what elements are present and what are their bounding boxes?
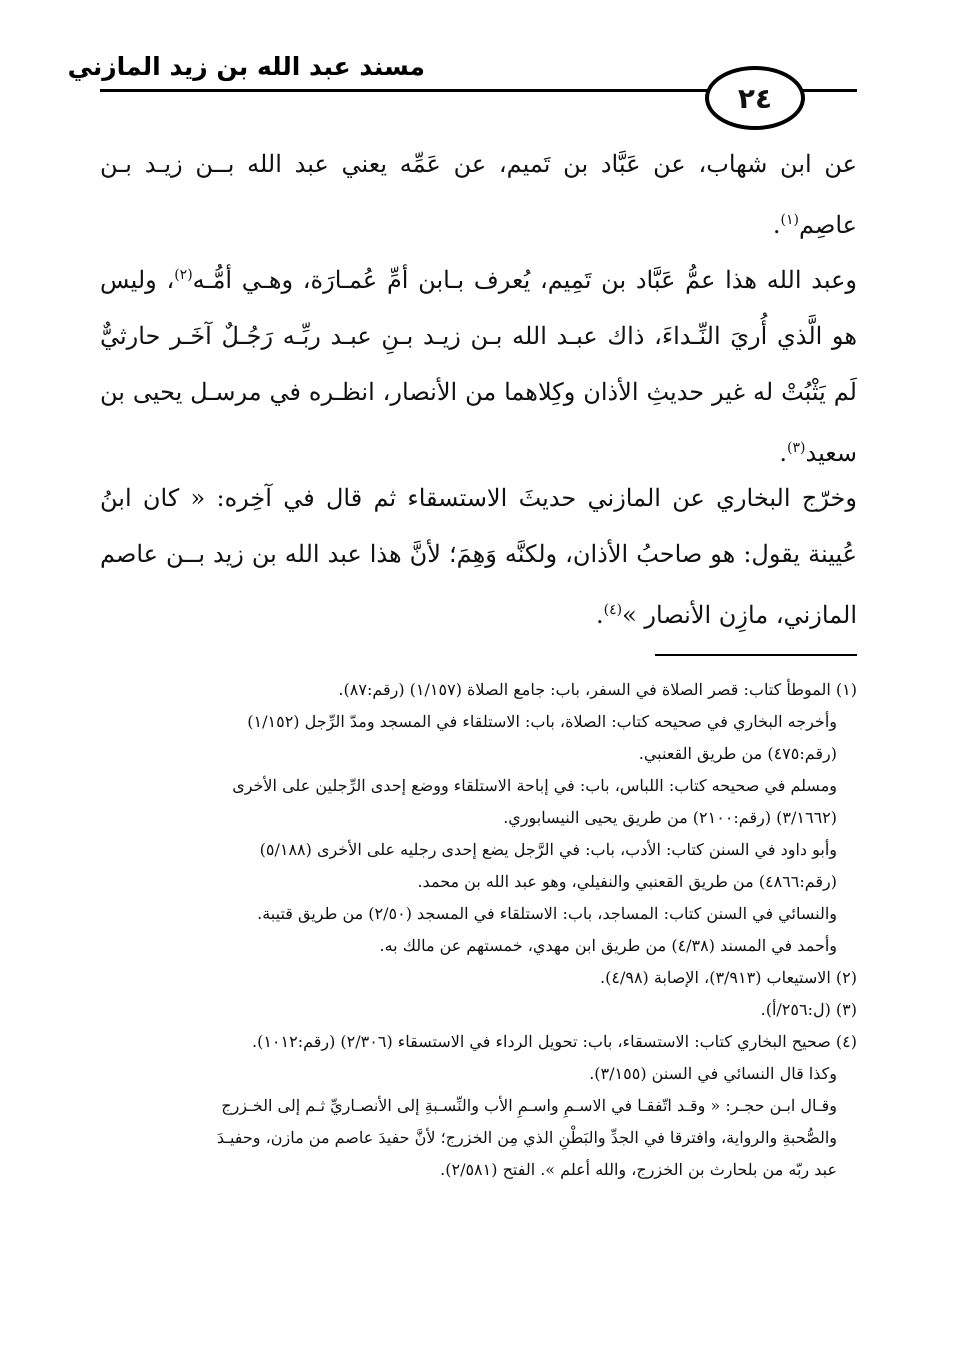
footnote-ref-2: (٢) bbox=[174, 267, 193, 283]
footnote-line: وأخرجه البخاري في صحيحه كتاب: الصلاة، باب: الاستلقاء في المسجد ومدّ الرِّجل (١/١٥٢) bbox=[247, 712, 837, 731]
footnote-line: (٤) صحيح البخاري كتاب: الاستسقاء، باب: تحويل الرداء في الاستسقاء (٢/٣٠٦) (رقم:١٠١٢). bbox=[251, 1032, 857, 1051]
paragraph-2-continued: ، وليس هو الَّذي أُريَ النِّـداءَ، ذاك عبـد الله بـن زيـد بـنِ عبـد ربِّـه رَجُـلٌ آخَـر حارثيٌّ لَم يَثْبُتْ له غير حديثِ الأذان وكِلاهما من الأنصار، انظـره في مرسـل يحيى بن سعيد bbox=[100, 266, 857, 467]
paragraph-2 bbox=[100, 247, 857, 481]
running-header-title: مسند عبد الله بن زيد المازني bbox=[67, 52, 425, 81]
paragraph-2-text: وعبد الله هذا عمُّ عَبَّاد بن تَمِيم، يُعرف بـابن أمِّ عُمـارَة، وهـي أمُّـه bbox=[192, 266, 857, 294]
footnote-ref-1: (١) bbox=[780, 212, 800, 228]
footnote-line: (٢) الاستيعاب (٣/٩١٣)، الإصابة (٤/٩٨). bbox=[600, 968, 857, 987]
footnote-line: (رقم:٤٧٥) من طريق القعنبي. bbox=[638, 744, 837, 763]
footnote-ref-3: (٣) bbox=[787, 440, 806, 456]
paragraph-3-end: . bbox=[596, 601, 604, 629]
footnote-separator bbox=[655, 654, 857, 656]
footnote-line: وقـال ابـن حجـر: « وقـد اتّفقـا في الاسـمِ واسـمِ الأب والنِّسـبةِ إلى الأنصـاريِّ ثـم إلى الخـزرج bbox=[221, 1096, 837, 1115]
footnote-line: ومسلم في صحيحه كتاب: اللباس، باب: في إباحة الاستلقاء ووضع إحدى الرِّجلين على الأخرى bbox=[232, 776, 837, 795]
footnote-line: والصُّحبةِ والرواية، وافترقا في الجدِّ والبَطْنِ الذي مِن الخزرج؛ لأنَّ حفيدَ عاصم من مازن، وحفيـدَ bbox=[216, 1128, 837, 1147]
paragraph-2-end: . bbox=[779, 439, 787, 467]
footnote-line: (٣/١٦٦٢) (رقم:٢١٠٠) من طريق يحيى النيسابوري. bbox=[503, 808, 837, 827]
footnote-line: (١) الموطأ كتاب: قصر الصلاة في السفر، باب: جامع الصلاة (١/١٥٧) (رقم:٨٧). bbox=[338, 680, 857, 699]
footnote-ref-4: (٤) bbox=[603, 602, 623, 618]
paragraph-1-text: عن ابن شهاب، عن عَبَّاد بن تَميم، عن عَمِّه يعني عبد الله بــن زيـد بـن عاصِم bbox=[100, 150, 857, 239]
paragraph-3-text: وخرّج البخاري عن المازني حديثَ الاستسقاء ثم قال في آخِره: « كان ابنُ عُيينة يقول: هو صاحبُ الأذان، ولكنَّه وَهِمَ؛ لأنَّ هذا عبد الله بن زيد بــن عاصم المازني، مازِن الأنصار » bbox=[100, 484, 857, 629]
footnote-line: والنسائي في السنن كتاب: المساجد، باب: الاستلقاء في المسجد (٢/٥٠) من طريق قتيبة. bbox=[257, 904, 837, 923]
paragraph-1-end: . bbox=[772, 211, 781, 239]
paragraph-3 bbox=[100, 470, 857, 643]
page-number: ٢٤ bbox=[737, 81, 773, 115]
footnote-line: وكذا قال النسائي في السنن (٣/١٥٥). bbox=[589, 1064, 837, 1083]
paragraph-1 bbox=[100, 136, 857, 253]
footnote-line: (رقم:٤٨٦٦) من طريق القعنبي والنفيلي، وهو عبد الله بن محمد. bbox=[417, 872, 837, 891]
footnote-line: عبد ربّه من بلحارث بن الخزرج، والله أعلم ». الفتح (٢/٥٨١). bbox=[440, 1160, 837, 1179]
footnote-line: (٣) (ل:٢٥٦/أ). bbox=[760, 1000, 857, 1019]
footnote-line: وأحمد في المسند (٤/٣٨) من طريق ابن مهدي، خمستهم عن مالك به. bbox=[379, 936, 837, 955]
page-number-oval bbox=[705, 66, 805, 130]
footnote-line: وأبو داود في السنن كتاب: الأدب، باب: في الرَّجل يضع إحدى رجليه على الأخرى (٥/١٨٨) bbox=[259, 840, 837, 859]
